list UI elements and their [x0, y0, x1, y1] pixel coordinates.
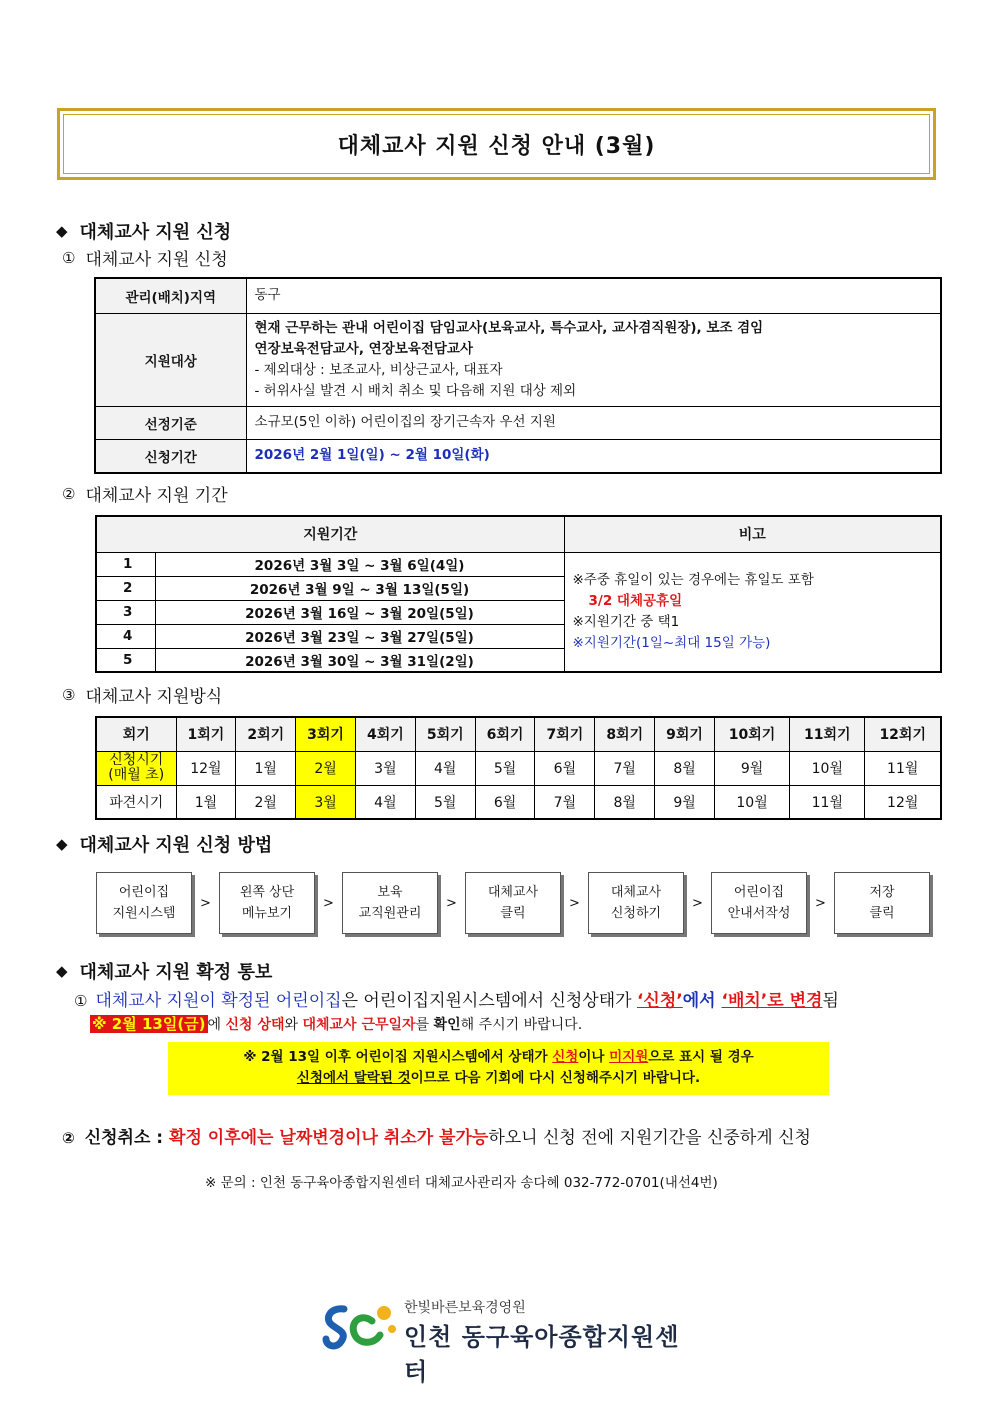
region-value: 동구: [246, 278, 941, 313]
apply-month-cell: 11월: [865, 751, 941, 785]
dispatch-month-cell: 5월: [415, 785, 475, 819]
apply-month-cell: 12월: [176, 751, 236, 785]
table-row: [96, 717, 941, 751]
table-row: [96, 751, 941, 785]
sub-heading-3: ③ 대체교사 지원방식: [62, 685, 223, 707]
section3-heading: ◆ 대체교사 지원 확정 통보: [56, 962, 273, 983]
period-value: 2026년 2월 1일(일) ~ 2월 10일(화): [246, 439, 941, 473]
round-header: 회기: [96, 717, 176, 751]
dispatch-month-cell: 1월: [176, 785, 236, 819]
dispatch-label: 파견시기: [96, 785, 176, 819]
dispatch-month-cell: 3월: [296, 785, 356, 819]
dispatch-month-cell: 12월: [865, 785, 941, 819]
logo-mark-icon: [322, 1299, 398, 1351]
target-key: 지원대상: [95, 313, 246, 406]
sub-heading-2: ② 대체교사 지원 기간: [62, 484, 228, 506]
round-cell: 10회기: [714, 717, 789, 751]
period-notes: ※주중 휴일이 있는 경우에는 휴일도 포함 3/2 대체공휴일 ※지원기간 중 택1 ※지원기간(1일~최대 15일 가능): [564, 552, 941, 672]
round-cell: 1회기: [176, 717, 236, 751]
step-line-2: 메뉴보기: [241, 906, 293, 921]
chevron-right-icon: >: [200, 895, 211, 911]
step-box: [834, 872, 930, 934]
page-title: 대체교사 지원 신청 안내 (3월): [57, 108, 936, 180]
step-box: [465, 872, 561, 934]
sub-heading-1: ① 대체교사 지원 신청: [62, 248, 228, 270]
step-line-2: 안내서작성: [727, 906, 791, 921]
step-line-1: 저장: [869, 885, 895, 900]
table-row: 1 2026년 3월 3일 ~ 3월 6일(4일) ※주중 휴일이 있는 경우에는 휴일도 포함 3/2 대체공휴일 ※지원기간 중 택1 ※지원기간(1일~최대 15일 가능): [96, 552, 941, 576]
dispatch-month-cell: 11월: [790, 785, 865, 819]
step-box: [711, 872, 807, 934]
step-line-1: 왼쪽 상단: [239, 885, 295, 900]
round-cell: 12회기: [865, 717, 941, 751]
dispatch-month-cell: 4월: [355, 785, 415, 819]
round-cell: 4회기: [355, 717, 415, 751]
region-key: 관리(배치)지역: [95, 278, 246, 313]
support-period-table: [95, 515, 942, 673]
table-row: [96, 785, 941, 819]
dispatch-month-cell: 6월: [475, 785, 535, 819]
round-cell: 5회기: [415, 717, 475, 751]
step-box: [342, 872, 438, 934]
step-box: [219, 872, 315, 934]
diamond-bullet-icon: ◆: [56, 222, 68, 240]
application-info-table: [94, 277, 942, 474]
step-line-2: 클릭: [869, 906, 895, 921]
dispatch-month-cell: 10월: [714, 785, 789, 819]
step-box: [96, 872, 192, 934]
round-cell: 2회기: [236, 717, 296, 751]
diamond-bullet-icon: ◆: [56, 962, 68, 980]
dispatch-month-cell: 9월: [655, 785, 715, 819]
table-row: 3 2026년 3월 16일 ~ 3월 20일(5일): [96, 600, 941, 624]
round-cell: 9회기: [655, 717, 715, 751]
step-line-1: 어린이집: [733, 885, 785, 900]
step-line-2: 지원시스템: [112, 906, 176, 921]
center-logo: 한빛바른보육경영원 인천 동구육아종합지원센터: [322, 1293, 682, 1353]
chevron-right-icon: >: [446, 895, 457, 911]
step-line-2: 클릭: [500, 906, 526, 921]
schedule-table: [95, 716, 942, 820]
apply-month-cell: 3월: [355, 751, 415, 785]
criteria-value: 소규모(5인 이하) 어린이집의 장기근속자 우선 지원: [246, 406, 941, 439]
notice-box: ※ 2월 13일 이후 어린이집 지원시스템에서 상태가 신청이나 미지원으로 표시 될 경우 신청에서 탈락된 것이므로 다음 기회에 다시 신청해주시기 바랍니다.: [168, 1042, 829, 1095]
apply-month-cell: 1월: [236, 751, 296, 785]
note-header: 비고: [564, 516, 941, 552]
round-cell: 3회기: [296, 717, 356, 751]
apply-month-cell: 10월: [790, 751, 865, 785]
table-row: 5 2026년 3월 30일 ~ 3월 31일(2일): [96, 648, 941, 672]
confirm-date-line: ※ 2월 13일(금) 에 신청 상태와 대체교사 근무일자를 확인해 주시기 바랍니다.: [92, 1015, 583, 1033]
apply-month-cell: 9월: [714, 751, 789, 785]
step-line-2: 교직원관리: [358, 906, 422, 921]
confirm-paragraph: ① 대체교사 지원이 확정된 어린이집은 어린이집지원시스템에서 신청상태가 ‘신청’에서 ‘배치’로 변경됨: [74, 991, 839, 1011]
dispatch-month-cell: 7월: [535, 785, 595, 819]
target-value: 현재 근무하는 관내 어린이집 담임교사(보육교사, 특수교사, 교사겸직원장), 보조 겸임 연장보육전담교사, 연장보육전담교사 - 제외대상 : 보조교사, 비상근교사, 대표자 - 허위사실 발견 시 배치 취소 및 다음해 지원 대상 제외: [246, 313, 941, 406]
chevron-right-icon: >: [323, 895, 334, 911]
table-row: 4 2026년 3월 23일 ~ 3월 27일(5일): [96, 624, 941, 648]
apply-month-cell: 5월: [475, 751, 535, 785]
cancel-paragraph: ② 신청취소 : 확정 이후에는 날짜변경이나 취소가 불가능하오니 신청 전에 지원기간을 신중하게 신청: [62, 1128, 811, 1148]
round-cell: 7회기: [535, 717, 595, 751]
round-cell: 8회기: [595, 717, 655, 751]
criteria-key: 선정기준: [95, 406, 246, 439]
dispatch-month-cell: 2월: [236, 785, 296, 819]
apply-label: 신청시기 (매월 초): [96, 751, 176, 785]
round-cell: 11회기: [790, 717, 865, 751]
step-line-1: 어린이집: [118, 885, 170, 900]
contact-line: ※ 문의 : 인천 동구육아종합지원센터 대체교사관리자 송다혜 032-772-0701(내선4번): [205, 1175, 718, 1191]
step-line-1: 보육: [377, 885, 403, 900]
round-cell: 6회기: [475, 717, 535, 751]
diamond-bullet-icon: ◆: [56, 835, 68, 853]
apply-month-cell: 6월: [535, 751, 595, 785]
apply-month-cell: 8월: [655, 751, 715, 785]
apply-month-cell: 4월: [415, 751, 475, 785]
step-line-1: 대체교사: [610, 885, 662, 900]
step-box: [588, 872, 684, 934]
chevron-right-icon: >: [815, 895, 826, 911]
section2-heading: ◆ 대체교사 지원 신청 방법: [56, 835, 273, 856]
section1-heading: ◆ 대체교사 지원 신청: [56, 222, 232, 243]
application-steps: [96, 871, 932, 935]
table-row: 2 2026년 3월 9일 ~ 3월 13일(5일): [96, 576, 941, 600]
apply-month-cell: 7월: [595, 751, 655, 785]
period-header: 지원기간: [96, 516, 564, 552]
chevron-right-icon: >: [692, 895, 703, 911]
period-key: 신청기간: [95, 439, 246, 473]
dispatch-month-cell: 8월: [595, 785, 655, 819]
apply-month-cell: 2월: [296, 751, 356, 785]
step-line-1: 대체교사: [487, 885, 539, 900]
chevron-right-icon: >: [569, 895, 580, 911]
step-line-2: 신청하기: [610, 906, 662, 921]
